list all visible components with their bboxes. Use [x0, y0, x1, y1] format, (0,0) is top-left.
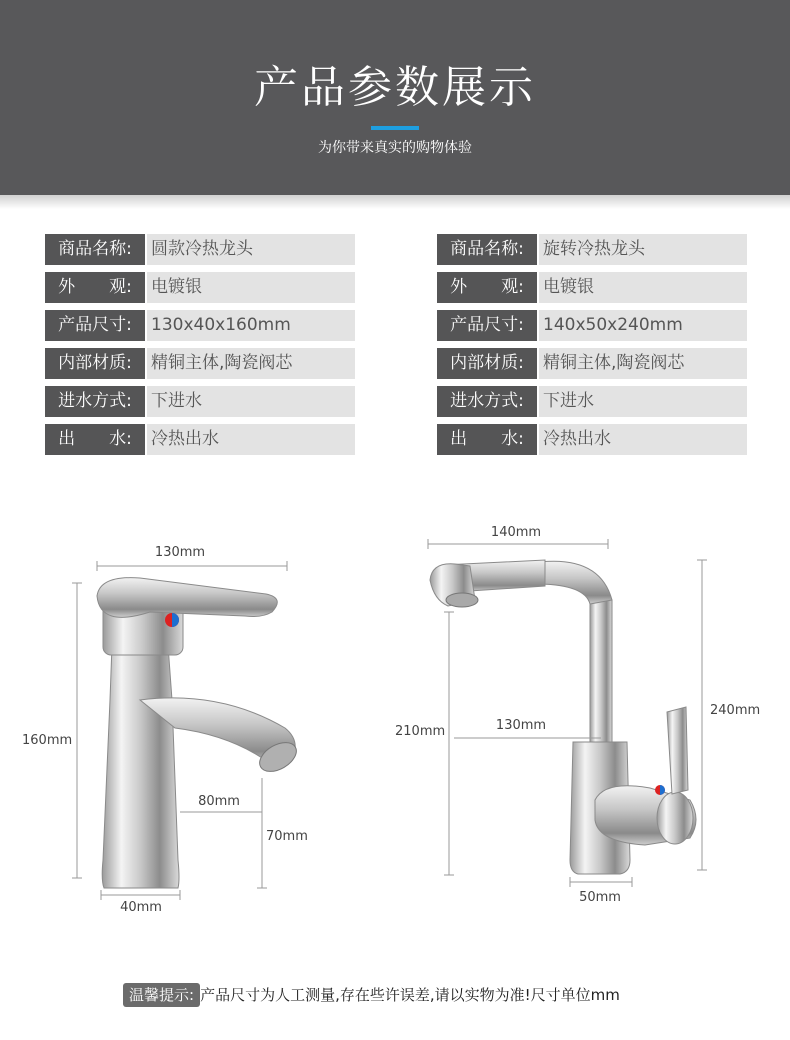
spec-key: 产品尺寸: [45, 310, 145, 341]
dim-base-label: 40mm [120, 900, 162, 915]
page-title: 产品参数展示 [254, 62, 536, 113]
spec-value: 精铜主体,陶瓷阀芯 [151, 353, 293, 373]
spec-divider [537, 234, 539, 265]
spec-value: 电镀银 [543, 277, 594, 297]
spec-divider [145, 310, 147, 341]
spec-value: 精铜主体,陶瓷阀芯 [543, 353, 685, 373]
spec-key: 商品名称: [437, 234, 537, 265]
spec-row [45, 424, 355, 455]
spec-value: 下进水 [151, 391, 202, 411]
spec-divider [537, 424, 539, 455]
spec-row [45, 348, 355, 379]
spec-row [45, 234, 355, 265]
dim-spout-height-label: 210mm [395, 724, 446, 739]
spec-key: 产品尺寸: [437, 310, 537, 341]
spec-row [437, 348, 747, 379]
dim-width-label: 130mm [154, 545, 206, 560]
spec-divider [145, 386, 147, 417]
spec-row [437, 234, 747, 265]
spec-value: 130x40x160mm [151, 315, 291, 335]
dim-spout-reach-label: 80mm [198, 794, 240, 809]
spec-divider [145, 272, 147, 303]
spec-row [45, 310, 355, 341]
dim-base-label: 50mm [579, 890, 621, 905]
tip-text: 产品尺寸为人工测量,存在些许误差,请以实物为准!尺寸单位mm [200, 986, 620, 1004]
tip-badge: 温馨提示: [123, 983, 200, 1007]
dim-spout-height-label: 70mm [266, 829, 308, 844]
title-accent-bar [371, 126, 419, 130]
spec-value: 旋转冷热龙头 [543, 239, 645, 259]
spec-value: 圆款冷热龙头 [151, 239, 253, 259]
spec-divider [537, 310, 539, 341]
spec-value: 电镀银 [151, 277, 202, 297]
spec-key: 进水方式: [45, 386, 145, 417]
page-subtitle: 为你带来真实的购物体验 [318, 140, 472, 156]
spec-row [437, 386, 747, 417]
faucet-dimension-diagrams [0, 515, 790, 935]
spec-value: 140x50x240mm [543, 315, 683, 335]
spec-row [437, 424, 747, 455]
spec-value: 冷热出水 [151, 429, 219, 449]
spec-row [45, 386, 355, 417]
spec-value: 冷热出水 [543, 429, 611, 449]
spec-row [437, 272, 747, 303]
dim-height-label: 160mm [22, 733, 73, 748]
banner-shadow [0, 195, 790, 209]
dim-width-label: 140mm [490, 525, 542, 540]
spec-divider [145, 348, 147, 379]
spec-key: 外 观: [437, 272, 537, 303]
spec-row [437, 310, 747, 341]
spec-key: 商品名称: [45, 234, 145, 265]
spec-row [45, 272, 355, 303]
measurement-tip [123, 983, 620, 1009]
spec-divider [537, 348, 539, 379]
spec-divider [145, 234, 147, 265]
spec-key: 出 水: [437, 424, 537, 455]
spec-key: 外 观: [45, 272, 145, 303]
spec-key: 出 水: [45, 424, 145, 455]
spec-divider [537, 272, 539, 303]
spec-key: 内部材质: [45, 348, 145, 379]
spec-key: 进水方式: [437, 386, 537, 417]
dim-spout-reach-label: 130mm [495, 718, 547, 733]
spec-value: 下进水 [543, 391, 594, 411]
dim-height-label: 240mm [710, 703, 761, 718]
spec-divider [537, 386, 539, 417]
spec-divider [145, 424, 147, 455]
rotating-faucet-image [430, 560, 696, 874]
spec-key: 内部材质: [437, 348, 537, 379]
